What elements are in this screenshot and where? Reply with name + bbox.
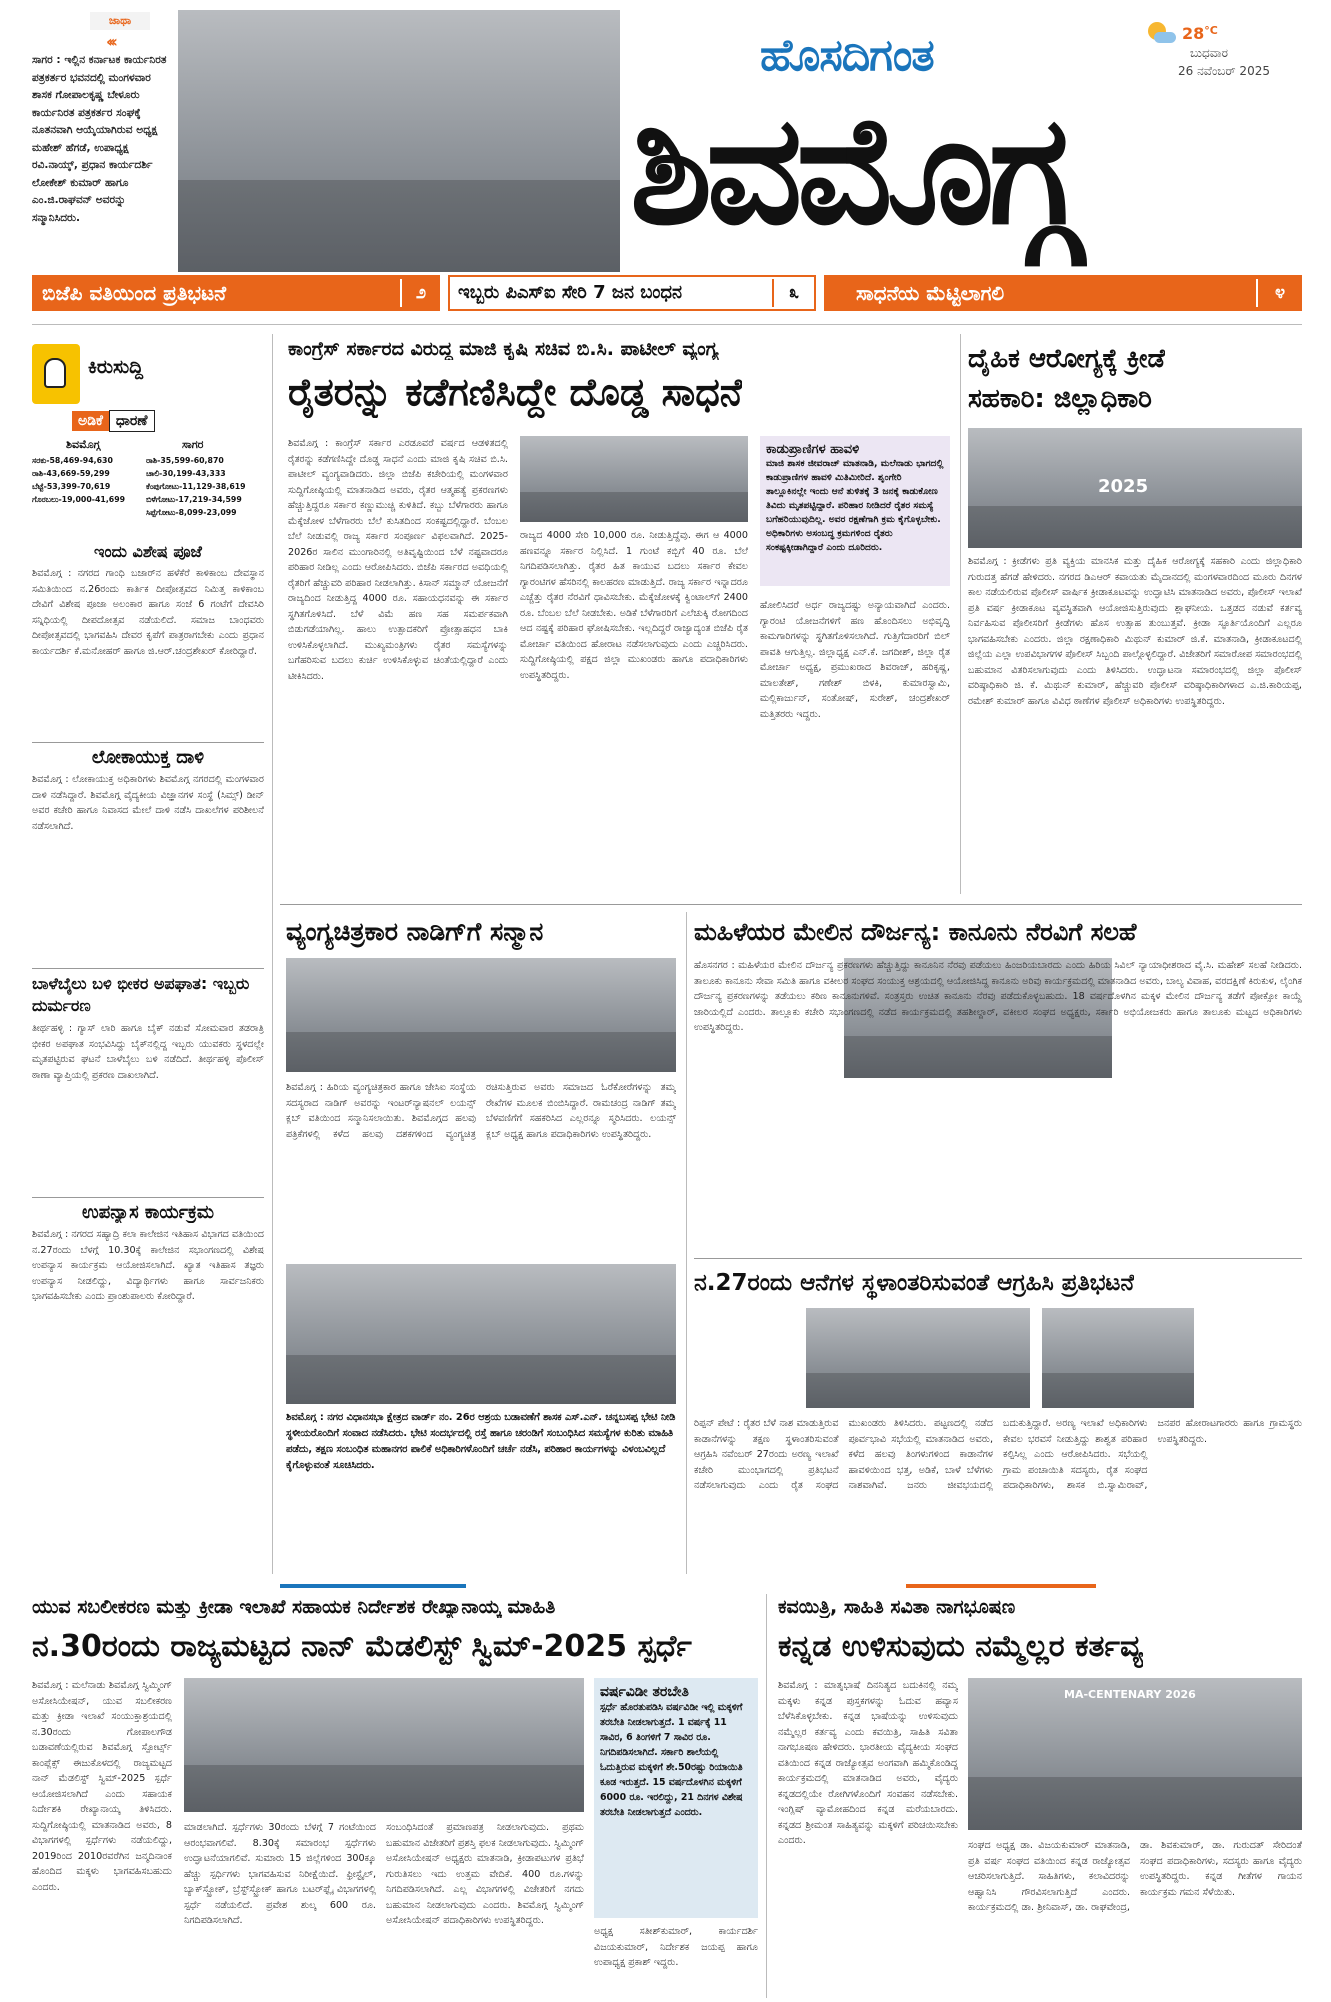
column-rule [960,334,961,894]
lead-story [280,336,952,896]
sports-story [968,336,1302,896]
brief [32,968,264,1191]
sports-headline-2: ಸಹಕಾರಿ: ಜಿಲ್ಲಾಧಿಕಾರಿ [968,384,1152,414]
brief-title: ಉಪನ್ಯಾಸ ಕಾರ್ಯಕ್ರಮ [82,1202,214,1223]
swim-col2: ಮಾಡಲಾಗಿದೆ. ಸ್ಪರ್ಧೆಗಳು 30ರಂದು ಬೆಳಗ್ಗೆ 7 ಗಂಟೆಯಿಂದ ಆರಂಭವಾಗಲಿವೆ. 8.30ಕ್ಕೆ ಸಮಾರಂಭ ಸ್ಪರ್ಧೆಗಳು ಉದ್ಘಾಟನೆಯಾಗಲಿವೆ. ಸುಮಾರು 15 ಜಿಲ್ಲೆಗಳಿಂದ 300ಕ್ಕೂ ಹೆಚ್ಚು ಸ್ಪರ್ಧಿಗಳು ಭಾಗವಹಿಸುವ ನಿರೀಕ್ಷೆಯಿದೆ. ಫ್ರೀಸ್ಟೈಲ್, ಬ್ಯಾಕ್‌ಸ್ಟ್ರೋಕ್, ಬ್ರೆಸ್ಟ್‌ಸ್ಟ್ರೋಕ್ ಹಾಗೂ ಬಟರ್‌ಫ್ಲೈ ವಿಭಾಗಗಳಲ್ಲಿ ಸ್ಪರ್ಧೆ ನಡೆಯಲಿದೆ. ಪ್ರವೇಶ ಶುಲ್ಕ 600 ರೂ. ನಿಗದಿಪಡಿಸಲಾಗಿದೆ. [184,1822,376,1926]
cartoon-photo [286,958,676,1072]
lead-headline: ರೈತರನ್ನು ಕಡೆಗಣಿಸಿದ್ದೇ ದೊಡ್ಡ ಸಾಧನೆ [288,370,743,414]
kannada-story [774,1594,1302,1998]
elephant-story [694,1264,1302,1580]
hand-icon [32,344,80,404]
paper-logo: ಹೊಸದಿಗಂತ [760,30,934,81]
brief [32,742,264,962]
swim-col1: ಶಿವಮೊಗ್ಗ : ಮಲೆನಾಡು ಶಿವಮೊಗ್ಗ ಸ್ವಿಮ್ಮಿಂಗ್ ಅಸೋಸಿಯೇಷನ್, ಯುವ ಸಬಲೀಕರಣ ಮತ್ತು ಕ್ರೀಡಾ ಇಲಾಖೆ ಸಂಯುಕ್ತಾಶ್ರಯದಲ್ಲಿ ನ.30ರಂದು ಗೋಪಾಲಗೌಡ ಬಡಾವಣೆಯಲ್ಲಿರುವ ಶಿವಮೊಗ್ಗ ಸ್ಪೋರ್ಟ್ಸ್ ಕಾಂಪ್ಲೆಕ್ಸ್ ಈಜುಕೊಳದಲ್ಲಿ ರಾಜ್ಯಮಟ್ಟದ ನಾನ್ ಮೆಡಲಿಸ್ಟ್ ಸ್ವಿಮ್-2025 ಸ್ಪರ್ಧೆ ಆಯೋಜಿಸಲಾಗಿದೆ ಎಂದು ಸಹಾಯಕ ನಿರ್ದೇಶಕಿ ರೇಖ್ಯಾನಾಯ್ಕ ತಿಳಿಸಿದರು. ಸುದ್ದಿಗೋಷ್ಠಿಯಲ್ಲಿ ಮಾತನಾಡಿದ ಅವರು, 8 ವಿಭಾಗಗಳಲ್ಲಿ ಸ್ಪರ್ಧೆಗಳು ನಡೆಯಲಿದ್ದು, 2019ರಿಂದ 2010ರವರೆಗಿನ ಜನ್ಮದಿನಾಂಕ ಹೊಂದಿದ ಮಕ್ಕಳು ಭಾಗವಹಿಸಬಹುದು ಎಂದರು. [32,1680,172,1893]
teaser-3[interactable]: ಸಾಧನೆಯ ಮೆಟ್ಟಿಲಾಗಲಿ ೪ [824,275,1302,311]
sun-cloud-icon [1144,20,1176,46]
masthead [630,10,1302,280]
list-item: ರಾಶಿ-35,599-60,870 [146,456,224,465]
kannada-headline: ಕನ್ನಡ ಉಳಿಸುವುದು ನಮ್ಮೆಲ್ಲರ ಕರ್ತವ್ಯ [778,1629,1144,1664]
adike-col1-title: ಶಿವಮೊಗ್ಗ [66,438,101,451]
brief-title: ಲೋಕಾಯುಕ್ತ ದಾಳಿ [91,747,205,768]
section-rule [694,1258,1302,1259]
brief-title: ಬಾಳೆಬೈಲು ಬಳಿ ಭೀಕರ ಅಪಘಾತ: ಇಬ್ಬರು ದುರ್ಮರಣ [32,974,250,1015]
list-item: ಸರಕು-58,469-94,630 [32,456,113,465]
weekday: ಬುಧವಾರ [1190,46,1228,60]
training-box-text: ಸ್ಪರ್ಧೆ ಹೊರತುಪಡಿಸಿ ವರ್ಷವಿಡೀ ಇಲ್ಲಿ ಮಕ್ಕಳಿಗೆ ತರಬೇತಿ ನೀಡಲಾಗುತ್ತದೆ. 1 ವರ್ಷಕ್ಕೆ 11 ಸಾವಿರ, 6 ತಿಂಗಳಿಗೆ 7 ಸಾವಿರ ರೂ. ನಿಗದಿಪಡಿಸಲಾಗಿದೆ. ಸರ್ಕಾರಿ ಶಾಲೆಯಲ್ಲಿ ಓದುತ್ತಿರುವ ಮಕ್ಕಳಿಗೆ ಶೇ.50ರಷ್ಟು ರಿಯಾಯಿತಿ ಕೂಡ ಇರುತ್ತದೆ. 15 ವರ್ಷದೊಳಗಿನ ಮಕ್ಕಳಿಗೆ 6000 ರೂ. ಇರಲಿದ್ದು, 21 ದಿನಗಳ ವಿಶೇಷ ತರಬೇತಿ ನೀಡಲಾಗುತ್ತದೆ ಎಂದರು. [600,1702,743,1818]
sports-headline-1: ದೈಹಿಕ ಆರೋಗ್ಯಕ್ಕೆ ಕ್ರೀಡೆ [968,344,1166,374]
top-margin [0,0,1331,10]
kirusuddi-title: ಕಿರುಸುದ್ದಿ [88,356,144,378]
swim-story [32,1594,758,1998]
list-item: ರಾಶಿ-43,669-59,299 [32,469,110,478]
edition-title: ಶಿವಮೊಗ್ಗ [630,84,1073,258]
lead-col1: ಶಿವಮೊಗ್ಗ : ಕಾಂಗ್ರೆಸ್ ಸರ್ಕಾರ ಎರಡೂವರೆ ವರ್ಷದ ಆಡಳಿತದಲ್ಲಿ ರೈತರನ್ನು ಕಡೆಗಣಿಸಿದ್ದೇ ದೊಡ್ಡ ಸಾಧನೆ ಎಂದು ಮಾಜಿ ಕೃಷಿ ಸಚಿವ ಬಿ.ಸಿ. ಪಾಟೀಲ್ ವ್ಯಂಗ್ಯವಾಡಿದರು. ಜಿಲ್ಲಾ ಬಿಜೆಪಿ ಕಚೇರಿಯಲ್ಲಿ ಮಂಗಳವಾರ ಸುದ್ದಿಗೋಷ್ಠಿಯಲ್ಲಿ ಮಾತನಾಡಿದ ಅವರು, ರೈತರ ಆತ್ಮಹತ್ಯೆ ಪ್ರಕರಣಗಳು ಹೆಚ್ಚುತ್ತಿದ್ದರೂ ಸರ್ಕಾರ ಕಣ್ಣುಮುಚ್ಚಿ ಕುಳಿತಿದೆ. ಕಬ್ಬು ಬೆಳೆಗಾರರು ಹಾಗೂ ಮೆಕ್ಕೆಜೋಳ ಬೆಳೆಗಾರರು ಬೆಲೆ ಕುಸಿತದಿಂದ ಸಂಕಷ್ಟದಲ್ಲಿದ್ದಾರೆ. ಬೆಂಬಲ ಬೆಲೆ ನೀಡುವಲ್ಲಿ ರಾಜ್ಯ ಸರ್ಕಾರ ಸಂಪೂರ್ಣ ವಿಫಲವಾಗಿದೆ. 2025-2026ರ ಸಾಲಿನ ಮುಂಗಾರಿನಲ್ಲಿ ಅತಿವೃಷ್ಟಿಯಿಂದ ಬೆಳೆ ನಷ್ಟವಾದರೂ ಪರಿಹಾರ ನೀಡಿಲ್ಲ ಎಂದು ಆರೋಪಿಸಿದರು. ಬಿಜೆಪಿ ಸರ್ಕಾರದ ಅವಧಿಯಲ್ಲಿ ರೈತರಿಗೆ ಹೆಚ್ಚುವರಿ ಪರಿಹಾರ ನೀಡಲಾಗಿತ್ತು. ಕಿಸಾನ್ ಸಮ್ಮಾನ್ ಯೋಜನೆಗೆ ರಾಜ್ಯದಿಂದ ನೀಡುತ್ತಿದ್ದ 4000 ರೂ. ಸಹಾಯಧನವನ್ನು ಈ ಸರ್ಕಾರ ಸ್ಥಗಿತಗೊಳಿಸಿದೆ. ಬೆಳೆ ವಿಮೆ ಹಣ ಸಹ ಸಮರ್ಪಕವಾಗಿ ಬಿಡುಗಡೆಯಾಗಿಲ್ಲ. ಹಾಲು ಉತ್ಪಾದಕರಿಗೆ ಪ್ರೋತ್ಸಾಹಧನ ಬಾಕಿ ಉಳಿಸಿಕೊಳ್ಳಲಾಗಿದೆ. ಮುಖ್ಯಮಂತ್ರಿಗಳು ರೈತರ ಸಮಸ್ಯೆಗಳನ್ನು ಬಗೆಹರಿಸುವ ಬದಲು ಕುರ್ಚಿ ಉಳಿಸಿಕೊಳ್ಳುವ ಚಿಂತೆಯಲ್ಲಿದ್ದಾರೆ ಎಂದು ಟೀಕಿಸಿದರು. [288,438,508,682]
section-rule [280,904,1302,905]
teaser-bar [32,275,1302,311]
elephant-photo-1 [806,1308,1030,1408]
felicitation-photo [178,10,620,272]
list-item: ಬಿಳೆಗೋಟು-17,219-34,599 [146,495,242,504]
issue-date: 26 ನವೆಂಬರ್ 2025 [1178,64,1270,78]
women-story [694,912,1302,1252]
cartoon-headline: ವ್ಯಂಗ್ಯಚಿತ್ರಕಾರ ನಾಡಿಗ್‌ಗೆ ಸನ್ಮಾನ [286,917,544,946]
wildlife-box [760,436,950,586]
brief [32,1197,264,1467]
swim-photo [184,1678,584,1812]
elephant-headline: ನ.27ರಂದು ಆನೆಗಳ ಸ್ಥಳಾಂತರಿಸುವಂತೆ ಆಗ್ರಹಿಸಿ ಪ್ರತಿಭಟನೆ [694,1270,1135,1296]
brief-text: ಶಿವಮೊಗ್ಗ : ನಗರದ ಸಹ್ಯಾದ್ರಿ ಕಲಾ ಕಾಲೇಜಿನ ಇತಿಹಾಸ ವಿಭಾಗದ ವತಿಯಿಂದ ನ.27ರಂದು ಬೆಳಗ್ಗೆ 10.30ಕ್ಕೆ ಕಾಲೇಜಿನ ಸಭಾಂಗಣದಲ್ಲಿ ವಿಶೇಷ ಉಪನ್ಯಾಸ ಕಾರ್ಯಕ್ರಮ ಆಯೋಜಿಸಲಾಗಿದೆ. ಖ್ಯಾತ ಇತಿಹಾಸ ತಜ್ಞರು ಉಪನ್ಯಾಸ ನೀಡಲಿದ್ದು, ವಿದ್ಯಾರ್ಥಿಗಳು ಹಾಗೂ ಸಾರ್ವಜನಿಕರು ಭಾಗವಹಿಸಬೇಕು ಎಂದು ಪ್ರಾಂಶುಪಾಲರು ಕೋರಿದ್ದಾರೆ. [32,1229,264,1302]
kannada-col1: ಶಿವಮೊಗ್ಗ : ಮಾತೃಭಾಷೆ ದಿನನಿತ್ಯದ ಬದುಕಿನಲ್ಲಿ ನಮ್ಮ ಮಕ್ಕಳು ಕನ್ನಡ ಪುಸ್ತಕಗಳನ್ನು ಓದುವ ಹವ್ಯಾಸ ಬೆಳೆಸಿಕೊಳ್ಳಬೇಕು. ಕನ್ನಡ ಭಾಷೆಯನ್ನು ಉಳಿಸುವುದು ನಮ್ಮೆಲ್ಲರ ಕರ್ತವ್ಯ ಎಂದು ಕವಯಿತ್ರಿ, ಸಾಹಿತಿ ಸವಿತಾ ನಾಗಭೂಷಣ ಹೇಳಿದರು. ಭಾರತೀಯ ವೈದ್ಯಕೀಯ ಸಂಘದ ವತಿಯಿಂದ ಕನ್ನಡ ರಾಜ್ಯೋತ್ಸವ ಅಂಗವಾಗಿ ಹಮ್ಮಿಕೊಂಡಿದ್ದ ಕಾರ್ಯಕ್ರಮದಲ್ಲಿ ಮಾತನಾಡಿದ ಅವರು, ವೈದ್ಯರು ಕನ್ನಡದಲ್ಲಿಯೇ ರೋಗಿಗಳೊಂದಿಗೆ ಸಂವಹನ ನಡೆಸಬೇಕು. ಇಂಗ್ಲಿಷ್ ವ್ಯಾಮೋಹದಿಂದ ಕನ್ನಡ ಮರೆಯಬಾರದು. ಕನ್ನಡದ ಶ್ರೀಮಂತ ಸಾಹಿತ್ಯವನ್ನು ಮಕ್ಕಳಿಗೆ ಪರಿಚಯಿಸಬೇಕು ಎಂದರು. [778,1680,958,1846]
color-bar [280,1584,466,1588]
sports-photo-banner: 2025 [1098,476,1149,497]
teaser-1[interactable]: ಬಿಜೆಪಿ ವತಿಯಿಂದ ಪ್ರತಿಭಟನೆ ೨ [32,275,440,311]
briefs-column [32,540,264,1520]
adike-col1 [32,454,144,506]
divider [32,324,1302,325]
lead-col2: ರಾಜ್ಯದ 4000 ಸೇರಿ 10,000 ರೂ. ನೀಡುತ್ತಿದ್ದೆವು. ಈಗ ಆ 4000 ಹಣವನ್ನೂ ಸರ್ಕಾರ ನಿಲ್ಲಿಸಿದೆ. 1 ಗುಂಟೆ ಕಬ್ಬಿಗೆ 40 ರೂ. ಬೆಲೆ ನಿಗದಿಪಡಿಸಲಾಗಿತ್ತು. ರೈತರ ಹಿತ ಕಾಯುವ ಬದಲು ಸರ್ಕಾರ ಕೇವಲ ಗ್ಯಾರಂಟಿಗಳ ಹೆಸರಿನಲ್ಲಿ ಕಾಲಹರಣ ಮಾಡುತ್ತಿದೆ. ರಾಜ್ಯ ಸರ್ಕಾರ ಇನ್ನಾದರೂ ಎಚ್ಚೆತ್ತು ರೈತರ ನೆರವಿಗೆ ಧಾವಿಸಬೇಕು. ಮೆಕ್ಕೆಜೋಳಕ್ಕೆ ಕ್ವಿಂಟಾಲ್‌ಗೆ 2400 ರೂ. ಬೆಂಬಲ ಬೆಲೆ ನೀಡಬೇಕು. ಅಡಿಕೆ ಬೆಳೆಗಾರರಿಗೆ ಎಲೆಚುಕ್ಕಿ ರೋಗದಿಂದ ಆದ ನಷ್ಟಕ್ಕೆ ಪರಿಹಾರ ಘೋಷಿಸಬೇಕು. ಇಲ್ಲದಿದ್ದರೆ ರಾಜ್ಯಾದ್ಯಂತ ಬಿಜೆಪಿ ರೈತ ಮೋರ್ಚಾ ವತಿಯಿಂದ ಹೋರಾಟ ನಡೆಸಲಾಗುವುದು ಎಂದು ಎಚ್ಚರಿಸಿದರು. ಸುದ್ದಿಗೋಷ್ಠಿಯಲ್ಲಿ ಪಕ್ಷದ ಜಿಲ್ಲಾ ಮುಖಂಡರು ಹಾಗೂ ಪದಾಧಿಕಾರಿಗಳು ಉಪಸ್ಥಿತರಿದ್ದರು. [520,530,748,681]
cartoon-story [280,912,680,1582]
list-item: ಚಾಲಿ-30,199-43,333 [146,469,226,478]
swim-headline: ನ.30ರಂದು ರಾಜ್ಯಮಟ್ಟದ ನಾನ್ ಮೆಡಲಿಸ್ಟ್ ಸ್ವಿಮ್-2025 ಸ್ಪರ್ಧೆ [32,1629,692,1664]
women-text: ಹೊಸನಗರ : ಮಹಿಳೆಯರ ಮೇಲಿನ ದೌರ್ಜನ್ಯ ಪ್ರಕರಣಗಳು ಹೆಚ್ಚುತ್ತಿದ್ದು ಕಾನೂನಿನ ನೆರವು ಪಡೆಯಲು ಹಿಂಜರಿಯಬಾರದು ಎಂದು ಹಿರಿಯ ಸಿವಿಲ್ ನ್ಯಾಯಾಧೀಶರಾದ ವೈ.ಸಿ. ಮಹೇಶ್ ಸಲಹೆ ನೀಡಿದರು. ತಾಲೂಕು ಕಾನೂನು ಸೇವಾ ಸಮಿತಿ ಹಾಗೂ ವಕೀಲರ ಸಂಘದ ಸಂಯುಕ್ತ ಆಶ್ರಯದಲ್ಲಿ ಆಯೋಜಿಸಿದ್ದ ಕಾನೂನು ಅರಿವು ಕಾರ್ಯಕ್ರಮದಲ್ಲಿ ಮಾತನಾಡಿದ ಅವರು, ಬಾಲ್ಯ ವಿವಾಹ, ವರದಕ್ಷಿಣೆ ಕಿರುಕುಳ, ಲೈಂಗಿಕ ದೌರ್ಜನ್ಯ ಪ್ರಕರಣಗಳನ್ನು ತಡೆಯಲು ಕಠಿಣ ಕಾನೂನುಗಳಿವೆ. ಸಂತ್ರಸ್ತರು ಉಚಿತ ಕಾನೂನು ನೆರವು ಪಡೆದುಕೊಳ್ಳಬಹುದು. 18 ವರ್ಷದೊಳಗಿನ ಮಕ್ಕಳ ಮೇಲಿನ ದೌರ್ಜನ್ಯ ತಡೆಗೆ ಪೋಕ್ಸೋ ಕಾಯ್ದೆ ಜಾರಿಯಲ್ಲಿದೆ ಎಂದರು. ತಾಲ್ಲೂಕು ಕಚೇರಿ ಸಭಾಂಗಣದಲ್ಲಿ ನಡೆದ ಕಾರ್ಯಕ್ರಮದಲ್ಲಿ ತಹಶೀಲ್ದಾರ್, ವಕೀಲರ ಸಂಘದ ಅಧ್ಯಕ್ಷರು, ಸರ್ಕಾರಿ ಅಭಿಯೋಜಕರು ಹಾಗೂ ತಾಲೂಕು ಮಟ್ಟದ ಅಧಿಕಾರಿಗಳು ಉಪಸ್ಥಿತರಿದ್ದರು. [694,960,1302,1033]
cartoon-text: ಶಿವಮೊಗ್ಗ : ಹಿರಿಯ ವ್ಯಂಗ್ಯಚಿತ್ರಕಾರ ಹಾಗೂ ಜೇಸಿಐ ಸಂಸ್ಥೆಯ ಸದಸ್ಯರಾದ ನಾಡಿಗ್ ಅವರನ್ನು ಇಂಟರ್‌ನ್ಯಾಷನಲ್ ಲಯನ್ಸ್ ಕ್ಲಬ್ ವತಿಯಿಂದ ಸನ್ಮಾನಿಸಲಾಯಿತು. ಶಿವಮೊಗ್ಗದ ಹಲವು ಪತ್ರಿಕೆಗಳಲ್ಲಿ ಕಳೆದ ಹಲವು ದಶಕಗಳಿಂದ ವ್ಯಂಗ್ಯಚಿತ್ರ ರಚಿಸುತ್ತಿರುವ ಅವರು ಸಮಾಜದ ಓರೆಕೋರೆಗಳನ್ನು ತಮ್ಮ ರೇಖೆಗಳ ಮೂಲಕ ಬಿಂಬಿಸಿದ್ದಾರೆ. ರಾಮಚಂದ್ರ ನಾಡಿಗ್ ತಮ್ಮ ಬೆಳವಣಿಗೆಗೆ ಸಹಕರಿಸಿದ ಎಲ್ಲರನ್ನೂ ಸ್ಮರಿಸಿದರು. ಲಯನ್ಸ್ ಕ್ಲಬ್ ಅಧ್ಯಕ್ಷ ಹಾಗೂ ಪದಾಧಿಕಾರಿಗಳು ಉಪಸ್ಥಿತರಿದ್ದರು. [286,1082,676,1140]
brief-text: ಶಿವಮೊಗ್ಗ : ನಗರದ ಗಾಂಧಿ ಬಜಾರ್‌ನ ಹಳೆಕೆರೆ ಕಾಳಿಕಾಂಬ ದೇವಸ್ಥಾನ ಸಮಿತಿಯಿಂದ ನ.26ರಂದು ಕಾರ್ತಿಕ ದೀಪೋತ್ಸವದ ನಿಮಿತ್ತ ಕಾಳಿಕಾಂಬ ದೇವಿಗೆ ವಿಶೇಷ ಪೂಜಾ ಅಲಂಕಾರ ಹಾಗೂ ಸಂಜೆ 6 ಗಂಟೆಗೆ ದೇವಸಿರಿ ಸನ್ನಿಧಿಯಲ್ಲಿ ದೀಪದೋತ್ಸವ ನಡೆಯಲಿದೆ. ಸಮಾಜ ಬಾಂಧವರು ದೀಪೋತ್ಸವದಲ್ಲಿ ಭಾಗವಹಿಸಿ ದೇವರ ಕೃಪೆಗೆ ಪಾತ್ರರಾಗಬೇಕು ಎಂದು ಪ್ರಧಾನ ಕಾರ್ಯದರ್ಶಿ ಕೆ.ಮನೋಹರ್ ಹಾಗೂ ಜಿ.ಆರ್.ಚಂದ್ರಶೇಖರ್ ಕೋರಿದ್ದಾರೆ. [32,568,264,657]
chevron-left-icon: ‹‹‹ [106,32,114,51]
lead-kicker: ಕಾಂಗ್ರೆಸ್ ಸರ್ಕಾರದ ವಿರುದ್ಧ ಮಾಜಿ ಕೃಷಿ ಸಚಿವ ಬಿ.ಸಿ. ಪಾಟೀಲ್ ವ್ಯಂಗ್ಯ [288,338,719,360]
training-box-title: ವರ್ಷವಿಡೀ ತರಬೇತಿ [600,1684,689,1700]
brief-text: ತೀರ್ಥಹಳ್ಳಿ : ಗ್ಯಾಸ್ ಲಾರಿ ಹಾಗೂ ಬೈಕ್ ನಡುವೆ ಸೋಮವಾರ ತಡರಾತ್ರಿ ಭೀಕರ ಅಪಘಾತ ಸಂಭವಿಸಿದ್ದು ಬೈಕ್‌ನಲ್ಲಿದ್ದ ಇಬ್ಬರು ಯುವಕರು ಸ್ಥಳದಲ್ಲೇ ಮೃತಪಟ್ಟಿರುವ ಘಟನೆ ಬಾಳೆಬೈಲು ಬಳಿ ನಡೆದಿದೆ. ತೀರ್ಥಹಳ್ಳಿ ಪೊಲೀಸ್ ಠಾಣಾ ವ್ಯಾಪ್ತಿಯಲ್ಲಿ ಪ್ರಕರಣ ದಾಖಲಾಗಿದೆ. [32,1023,264,1081]
ward-visit-caption: ಶಿವಮೊಗ್ಗ : ನಗರ ವಿಧಾನಸಭಾ ಕ್ಷೇತ್ರದ ವಾರ್ಡ್ ನಂ. 26ರ ಆಶ್ರಯ ಬಡಾವಣೆಗೆ ಶಾಸಕ ಎಸ್.ಎನ್. ಚನ್ನಬಸಪ್ಪ ಭೇಟಿ ನೀಡಿ ಸ್ಥಳೀಯರೊಂದಿಗೆ ಸಂವಾದ ನಡೆಸಿದರು. ಭೇಟಿ ಸಂದರ್ಭದಲ್ಲಿ ರಸ್ತೆ ಹಾಗೂ ಚರಂಡಿಗೆ ಸಂಬಂಧಿಸಿದ ಸಮಸ್ಯೆಗಳ ಕುರಿತು ಮಾಹಿತಿ ಪಡೆದು, ತಕ್ಷಣ ಸಂಬಂಧಿತ ಮಹಾನಗರ ಪಾಲಿಕೆ ಅಧಿಕಾರಿಗಳೊಂದಿಗೆ ಚರ್ಚೆ ನಡೆಸಿ, ಪರಿಹಾರ ಕಾರ್ಯಗಳನ್ನು ವಿಳಂಬವಿಲ್ಲದೆ ಕೈಗೊಳ್ಳುವಂತೆ ಸೂಚಿಸಿದರು. [286,1412,676,1471]
left-banner-caption: ಸಾಗರ : ಇಲ್ಲಿನ ಕರ್ನಾಟಕ ಕಾರ್ಯನಿರತ ಪತ್ರಕರ್ತರ ಭವನದಲ್ಲಿ ಮಂಗಳವಾರ ಶಾಸಕ ಗೋಪಾಲಕೃಷ್ಣ ಬೇಳೂರು ಕಾರ್ಯನಿರತ ಪತ್ರಕರ್ತರ ಸಂಘಕ್ಕೆ ನೂತನವಾಗಿ ಆಯ್ಕೆಯಾಗಿರುವ ಅಧ್ಯಕ್ಷ ಮಹೇಶ್ ಹೆಗಡೆ, ಉಪಾಧ್ಯಕ್ಷ ರವಿ.ನಾಯ್ಕ್, ಪ್ರಧಾನ ಕಾರ್ಯದರ್ಶಿ ಲೋಕೇಶ್ ಕುಮಾರ್ ಹಾಗೂ ಎಂ.ಜಿ.ರಾಘವನ್ ಅವರನ್ನು ಸನ್ಮಾನಿಸಿದರು. [32,54,167,224]
adike-label: ಅಡಿಕೆ ಧಾರಣೆ [72,410,222,434]
column-rule [766,1594,767,1998]
kirusuddi-box [32,336,264,536]
brief [32,542,264,736]
weather-temp: $28^{^\circ C}$ [1182,24,1218,43]
left-banner [32,10,180,272]
training-box [594,1678,758,1918]
lead-photo [520,436,748,522]
wildlife-box-text: ಮಾಜಿ ಶಾಸಕ ಜೀವರಾಜ್ ಮಾತನಾಡಿ, ಮಲೆನಾಡು ಭಾಗದಲ್ಲಿ ಕಾಡುಪ್ರಾಣಿಗಳ ಹಾವಳಿ ಮಿತಿಮೀರಿದೆ. ಶೃಂಗೇರಿ ತಾಲ್ಲೂಕಿನಲ್ಲೇ ಇಂದು ಆನೆ ತುಳಿತಕ್ಕೆ 3 ಜನಕ್ಕೆ ಕಾಡುಕೋಣ ತಿವಿದು ಮೃತಪಟ್ಟಿದ್ದಾರೆ. ಪರಿಹಾರ ನೀಡಿದರೆ ರೈತರ ಸಮಸ್ಯೆ ಬಗೆಹರಿಯುವುದಿಲ್ಲ. ಅವರ ರಕ್ಷಣೆಗಾಗಿ ಕ್ರಮ ಕೈಗೊಳ್ಳಬೇಕು. ಅಧಿಕಾರಿಗಳು ಅಸಂಬದ್ಧ ಕ್ರಮಗಳಿಂದ ರೈತರು ಸಂಕಷ್ಟಕ್ಕೀಡಾಗಿದ್ದಾರೆ ಎಂದು ದೂರಿದರು. [766,458,944,553]
swim-col3: ಸಂಬಂಧಿಸಿದಂತೆ ಪ್ರಮಾಣಪತ್ರ ನೀಡಲಾಗುವುದು. ಪ್ರಥಮ ಬಹುಮಾನ ವಿಜೇತರಿಗೆ ಪ್ರಶಸ್ತಿ ಫಲಕ ನೀಡಲಾಗುವುದು. ಸ್ವಿಮ್ಮಿಂಗ್ ಅಸೋಸಿಯೇಷನ್ ಅಧ್ಯಕ್ಷರು ಮಾತನಾಡಿ, ಕ್ರೀಡಾಪಟುಗಳ ಪ್ರತಿಭೆ ಗುರುತಿಸಲು ಇದು ಉತ್ತಮ ವೇದಿಕೆ. 400 ರೂ.ಗಳನ್ನು ನಿಗದಿಪಡಿಸಲಾಗಿದೆ. ಎಲ್ಲ ವಿಭಾಗಗಳಲ್ಲಿ ವಿಜೇತರಿಗೆ ನಗದು ಬಹುಮಾನ ನೀಡಲಾಗುವುದು ಎಂದರು. ಶಿವಮೊಗ್ಗ ಸ್ವಿಮ್ಮಿಂಗ್ ಅಸೋಸಿಯೇಷನ್ ಪದಾಧಿಕಾರಿಗಳು ಉಪಸ್ಥಿತರಿದ್ದರು. [386,1822,584,1926]
kannada-photo [968,1678,1302,1830]
sports-text: ಶಿವಮೊಗ್ಗ : ಕ್ರೀಡೆಗಳು ಪ್ರತಿ ವ್ಯಕ್ತಿಯ ಮಾನಸಿಕ ಮತ್ತು ದೈಹಿಕ ಆರೋಗ್ಯಕ್ಕೆ ಸಹಕಾರಿ ಎಂದು ಜಿಲ್ಲಾಧಿಕಾರಿ ಗುರುದತ್ತ ಹೆಗಡೆ ಹೇಳಿದರು. ನಗರದ ಡಿಎಆರ್ ಕವಾಯತು ಮೈದಾನದಲ್ಲಿ ಮಂಗಳವಾರದಿಂದ ಮೂರು ದಿನಗಳ ಕಾಲ ನಡೆಯಲಿರುವ ಪೊಲೀಸ್ ವಾರ್ಷಿಕ ಕ್ರೀಡಾಕೂಟವನ್ನು ಉದ್ಘಾಟಿಸಿ ಮಾತನಾಡಿದ ಅವರು, ಪೊಲೀಸ್ ಇಲಾಖೆ ಪ್ರತಿ ವರ್ಷ ಕ್ರೀಡಾಕೂಟ ವ್ಯವಸ್ಥಿತವಾಗಿ ಆಯೋಜಿಸುತ್ತಿರುವುದು ಶ್ಲಾಘನೀಯ. ಒತ್ತಡದ ನಡುವೆ ಕರ್ತವ್ಯ ನಿರ್ವಹಿಸುವ ಪೊಲೀಸರಿಗೆ ಕ್ರೀಡೆಗಳು ಹೊಸ ಉತ್ಸಾಹ ತುಂಬುತ್ತವೆ. ಕ್ರೀಡಾ ಸ್ಫೂರ್ತಿಯೊಂದಿಗೆ ಎಲ್ಲರೂ ಭಾಗವಹಿಸಬೇಕು ಎಂದರು. ಜಿಲ್ಲಾ ರಕ್ಷಣಾಧಿಕಾರಿ ಮಿಥುನ್ ಕುಮಾರ್ ಜಿ.ಕೆ. ಮಾತನಾಡಿ, ಕ್ರೀಡಾಕೂಟದಲ್ಲಿ ಜಿಲ್ಲೆಯ ಎಲ್ಲಾ ಉಪವಿಭಾಗಗಳ ಪೊಲೀಸ್ ಸಿಬ್ಬಂದಿ ಪಾಲ್ಗೊಳ್ಳಲಿದ್ದಾರೆ. ವಿಜೇತರಿಗೆ ಸಮಾರೋಪ ಸಮಾರಂಭದಲ್ಲಿ ಬಹುಮಾನ ವಿತರಿಸಲಾಗುವುದು ಎಂದು ತಿಳಿಸಿದರು. ಉದ್ಘಾಟನಾ ಸಮಾರಂಭದಲ್ಲಿ ಜಿಲ್ಲಾ ಪೊಲೀಸ್ ವರಿಷ್ಠಾಧಿಕಾರಿ ಜಿ. ಕೆ. ಮಿಥುನ್ ಕುಮಾರ್, ಹೆಚ್ಚುವರಿ ಪೊಲೀಸ್ ವರಿಷ್ಠಾಧಿಕಾರಿಗಳಾದ ಎ.ಜಿ.ಕಾರಿಯಪ್ಪ, ರಮೇಶ್ ಕುಮಾರ್ ಹಾಗೂ ವಿವಿಧ ಠಾಣೆಗಳ ಪೊಲೀಸ್ ಅಧಿಕಾರಿಗಳು ಉಪಸ್ಥಿತರಿದ್ದರು. [968,556,1302,707]
sports-photo [968,428,1302,548]
jatha-tag: ಜಾಥಾ [90,12,150,30]
list-item: ಕೆಂಪುಗೋಟು-11,129-38,619 [146,482,246,491]
list-item: ಸಿಪ್ಪೆಗೋಟು-8,099-23,099 [146,508,237,517]
swim-kicker: ಯುವ ಸಬಲೀಕರಣ ಮತ್ತು ಕ್ರೀಡಾ ಇಲಾಖೆ ಸಹಾಯಕ ನಿರ್ದೇಶಕ ರೇಖ್ಯಾನಾಯ್ಕ ಮಾಹಿತಿ [32,1596,556,1618]
elephant-text: ರಿಪ್ಪನ್ ಪೇಟೆ : ರೈತರ ಬೆಳೆ ನಾಶ ಮಾಡುತ್ತಿರುವ ಕಾಡಾನೆಗಳನ್ನು ತಕ್ಷಣ ಸ್ಥಳಾಂತರಿಸುವಂತೆ ಆಗ್ರಹಿಸಿ ನವೆಂಬರ್ 27ರಂದು ಅರಣ್ಯ ಇಲಾಖೆ ಕಚೇರಿ ಮುಂಭಾಗದಲ್ಲಿ ಪ್ರತಿಭಟನೆ ನಡೆಸಲಾಗುವುದು ಎಂದು ರೈತ ಸಂಘದ ಮುಖಂಡರು ತಿಳಿಸಿದರು. ಪಟ್ಟಣದಲ್ಲಿ ನಡೆದ ಪೂರ್ವಭಾವಿ ಸಭೆಯಲ್ಲಿ ಮಾತನಾಡಿದ ಅವರು, ಕಳೆದ ಹಲವು ತಿಂಗಳುಗಳಿಂದ ಕಾಡಾನೆಗಳ ಹಾವಳಿಯಿಂದ ಭತ್ತ, ಅಡಿಕೆ, ಬಾಳೆ ಬೆಳೆಗಳು ನಾಶವಾಗಿವೆ. ಜನರು ಜೀವಭಯದಲ್ಲಿ ಬದುಕುತ್ತಿದ್ದಾರೆ. ಅರಣ್ಯ ಇಲಾಖೆ ಅಧಿಕಾರಿಗಳು ಕೇವಲ ಭರವಸೆ ನೀಡುತ್ತಿದ್ದು ಶಾಶ್ವತ ಪರಿಹಾರ ಕಲ್ಪಿಸಿಲ್ಲ ಎಂದು ಆರೋಪಿಸಿದರು. ಸಭೆಯಲ್ಲಿ ಗ್ರಾಮ ಪಂಚಾಯಿತಿ ಸದಸ್ಯರು, ರೈತ ಸಂಘದ ಪದಾಧಿಕಾರಿಗಳು, ಶಾಸಕ ಬಿ.ಸ್ವಾಮಿರಾವ್, ಜನಪರ ಹೋರಾಟಗಾರರು ಹಾಗೂ ಗ್ರಾಮಸ್ಥರು ಉಪಸ್ಥಿತರಿದ್ದರು. [694,1418,1302,1491]
women-headline: ಮಹಿಳೆಯರ ಮೇಲಿನ ದೌರ್ಜನ್ಯ: ಕಾನೂನು ನೆರವಿಗೆ ಸಲಹೆ [694,918,1137,946]
brief-text: ಶಿವಮೊಗ್ಗ : ಲೋಕಾಯುಕ್ತ ಅಧಿಕಾರಿಗಳು ಶಿವಮೊಗ್ಗ ನಗರದಲ್ಲಿ ಮಂಗಳವಾರ ದಾಳಿ ನಡೆಸಿದ್ದಾರೆ. ಶಿವಮೊಗ್ಗ ವೈದ್ಯಕೀಯ ವಿಜ್ಞಾನಗಳ ಸಂಸ್ಥೆ (ಸಿಮ್ಸ್) ಡೀನ್ ಅವರ ಕಚೇರಿ ಹಾಗೂ ನಿವಾಸದ ಮೇಲೆ ದಾಳಿ ನಡೆಸಿ ದಾಖಲೆಗಳ ಪರಿಶೀಲನೆ ನಡೆಸಲಾಗಿದೆ. [32,774,264,832]
list-item: ಬೆಟ್ಟೆ-53,399-70,619 [32,482,111,491]
adike-col2-title: ಸಾಗರ [182,438,204,451]
kannada-photo-banner: MA-CENTENARY 2026 [1064,1688,1196,1701]
training-footer: ಅಧ್ಯಕ್ಷ ಸತೀಶ್‌ಕುಮಾರ್, ಕಾರ್ಯದರ್ಶಿ ವಿಜಯಕುಮಾರ್, ನಿರ್ದೇಶಕ ಜಯಪ್ಪ ಹಾಗೂ ಉಪಾಧ್ಯಕ್ಷ ಪ್ರಕಾಶ್ ಇದ್ದರು. [594,1926,758,1968]
column-rule [272,334,273,1574]
list-item: ಗೊರಬಲು-19,000-41,699 [32,495,126,504]
brief-title: ಇಂದು ವಿಶೇಷ ಪೂಜೆ [94,542,202,561]
color-bar [906,1584,1096,1588]
lead-col3: ಹೋಲಿಸಿದರೆ ಅರ್ಧ ರಾಜ್ಯದಷ್ಟು ಅನ್ಯಾಯವಾಗಿದೆ ಎಂದರು. ಗ್ಯಾರಂಟಿ ಯೋಜನೆಗಳಿಗೆ ಹಣ ಹೊಂದಿಸಲು ಅಭಿವೃದ್ಧಿ ಕಾಮಗಾರಿಗಳನ್ನು ಸ್ಥಗಿತಗೊಳಿಸಲಾಗಿದೆ. ಗುತ್ತಿಗೆದಾರರಿಗೆ ಬಿಲ್ ಪಾವತಿ ಆಗುತ್ತಿಲ್ಲ. ಜಿಲ್ಲಾಧ್ಯಕ್ಷ ಎನ್.ಕೆ. ಜಗದೀಶ್, ಜಿಲ್ಲಾ ರೈತ ಮೋರ್ಚಾ ಅಧ್ಯಕ್ಷ, ಪ್ರಮುಖರಾದ ಶಿವರಾಜ್, ಹರಿಕೃಷ್ಣ, ಮಾಲತೇಶ್, ಗಣೇಶ್ ಬಿಳಕಿ, ಕುಮಾರಸ್ವಾಮಿ, ಮಲ್ಲಿಕಾರ್ಜುನ್, ಸಂತೋಷ್, ಸುರೇಶ್, ಚಂದ್ರಶೇಖರ್ ಮತ್ತಿತರರು ಇದ್ದರು. [760,600,950,720]
adike-col2 [146,454,264,519]
wildlife-box-title: ಕಾಡುಪ್ರಾಣಿಗಳ ಹಾವಳಿ [766,442,860,457]
teaser-2[interactable]: ಇಬ್ಬರು ಪಿಎಸ್ಐ ಸೇರಿ 7 ಜನ ಬಂಧನ ೩ [448,275,816,311]
kannada-kicker: ಕವಯಿತ್ರಿ, ಸಾಹಿತಿ ಸವಿತಾ ನಾಗಭೂಷಣ [778,1596,1016,1618]
column-rule [686,912,687,1574]
elephant-photo-2 [1042,1308,1194,1408]
kannada-col2: ಸಂಘದ ಅಧ್ಯಕ್ಷ ಡಾ. ವಿಜಯಕುಮಾರ್ ಮಾತನಾಡಿ, ಪ್ರತಿ ವರ್ಷ ಸಂಘದ ವತಿಯಿಂದ ಕನ್ನಡ ರಾಜ್ಯೋತ್ಸವ ಆಚರಿಸಲಾಗುತ್ತಿದೆ. ಸಾಹಿತಿಗಳು, ಕಲಾವಿದರನ್ನು ಆಹ್ವಾನಿಸಿ ಗೌರವಿಸಲಾಗುತ್ತಿದೆ ಎಂದರು. ಕಾರ್ಯಕ್ರಮದಲ್ಲಿ ಡಾ. ಶ್ರೀನಿವಾಸ್, ಡಾ. ರಾಘವೇಂದ್ರ, ಡಾ. ಶಿವಕುಮಾರ್, ಡಾ. ಗುರುದತ್ ಸೇರಿದಂತೆ ಸಂಘದ ಪದಾಧಿಕಾರಿಗಳು, ಸದಸ್ಯರು ಹಾಗೂ ವೈದ್ಯರು ಉಪಸ್ಥಿತರಿದ್ದರು. ಕನ್ನಡ ಗೀತೆಗಳ ಗಾಯನ ಕಾರ್ಯಕ್ರಮ ಗಮನ ಸೆಳೆಯಿತು. [968,1840,1302,1913]
ward-visit-photo [286,1264,676,1404]
